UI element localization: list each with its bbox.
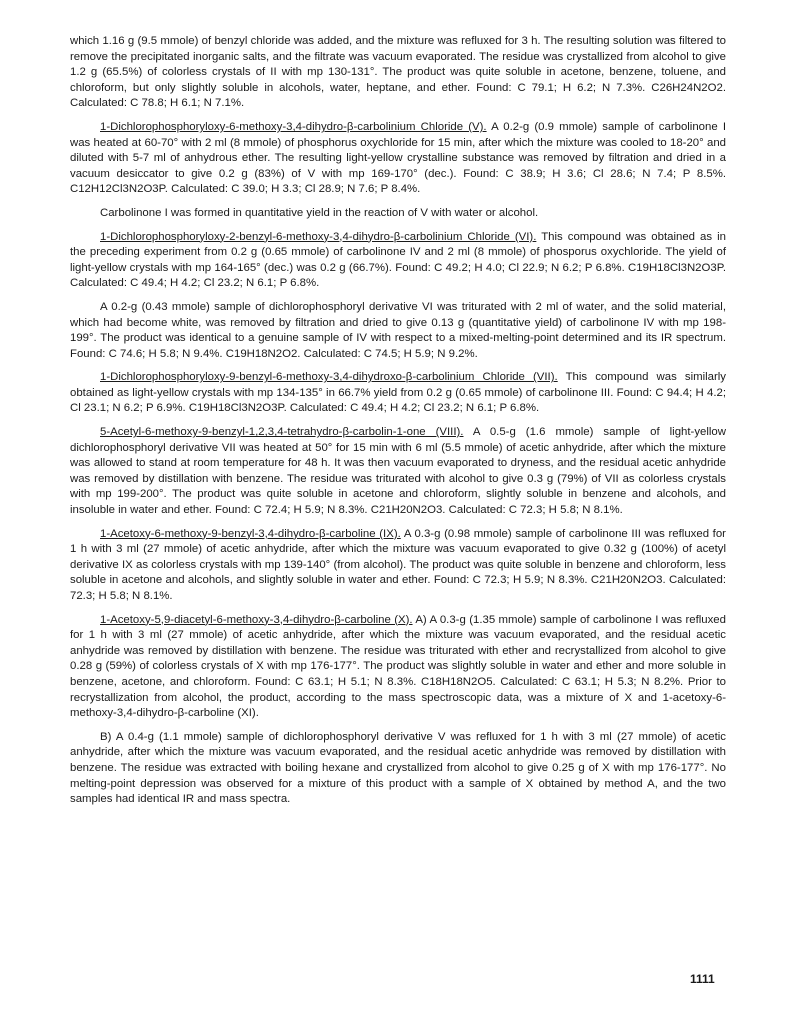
paragraph-compound-vi bbox=[70, 230, 726, 292]
paragraph-hydrolysis-vi bbox=[70, 300, 726, 362]
compound-heading: 1-Acetoxy-5,9-diacetyl-6-methoxy-3,4-dihydro-β-carboline (X). bbox=[100, 613, 413, 626]
paragraph-continuation bbox=[70, 34, 726, 112]
paragraph-text: This compound was similarly obtained as light-yellow crystals with mp 134-135° in 66.7% yield from 0.2 g (0.65 mmole) of carbolinone III. Found: C 94.4; H 4.2; Cl 23.1; N 6.2; P 6.9%. C19H18Cl3N2O3P. Calculated: C 49.4; H 4.2; Cl 23.2; N 6.1; P 6.8%. bbox=[70, 371, 726, 415]
page-number: 1111 bbox=[690, 972, 715, 986]
paragraph-text: Carbolinone I was formed in quantitative yield in the reaction of V with water or alcohol. bbox=[100, 206, 539, 219]
paragraph-compound-x bbox=[70, 613, 726, 722]
compound-heading: 1-Dichlorophosphoryloxy-2-benzyl-6-methoxy-3,4-dihydro-β-carbolinium Chloride (VI). bbox=[100, 230, 537, 243]
paragraph-text: B) A 0.4-g (1.1 mmole) sample of dichlorophosphoryl derivative V was refluxed for 1 h with 3 ml (27 mmole) of acetic anhydride, after which the mixture was vacuum evaporated, and the residual acetic anhydride was removed by distillation with benzene. The residue was extracted with boiling hexane and crystallized from alcohol to give 0.25 g of X with mp 176-177°. No melting-point depression was observed for a mixture of this product with a sample of X obtained by method A, and the two samples had identical IR and mass spectra. bbox=[70, 730, 726, 806]
paragraph-text: A) A 0.3-g (1.35 mmole) sample of carbolinone I was refluxed for 1 h with 3 ml (27 mmole) of acetic anhydride, after which the mixture was vacuum evaporated, and the residual acetic anhydride was removed by distillation with benzene. The residue was triturated with ether and recrystallized from alcohol to give 0.28 g (59%) of colorless crystals of X with mp 176-177°. The product was slightly soluble in water and ether and more soluble in benzene, acetone, and chloroform. Found: C 63.1; H 5.1; N 8.3%. C18H18N2O5. Calculated: C 63.1; H 5.3; N 8.2%. Prior to recrystallization from alcohol, the product, according to the mass spectroscopic data, was a mixture of X and 1-acetoxy-6-methoxy-3,4-dihydro-β-carboline (XI). bbox=[70, 613, 726, 720]
compound-heading: 1-Acetoxy-6-methoxy-9-benzyl-3,4-dihydro-β-carboline (IX). bbox=[100, 527, 401, 540]
compound-heading: 1-Dichlorophosphoryloxy-6-methoxy-3,4-dihydro-β-carbolinium Chloride (V). bbox=[100, 120, 487, 133]
paragraph-text: A 0.3-g (0.98 mmole) sample of carbolinone III was refluxed for 1 h with 3 ml (27 mmole) of acetic anhydride, after which the mixture was vacuum evaporated to give 0.32 g (100%) of acetyl derivative IX as colorless crystals with mp 139-140° (from alcohol). The product was quite soluble in benzene and chloroform, less soluble in acetone and alcohols, and slightly soluble in water and ether. Found: C 72.3; H 5.9; N 8.3%. C21H20N2O3. Calculated: 72.3; H 5.8; N 8.1%. bbox=[70, 527, 726, 602]
paragraph-compound-ix bbox=[70, 527, 726, 605]
paragraph-compound-v bbox=[70, 120, 726, 198]
paragraph-text: which 1.16 g (9.5 mmole) of benzyl chloride was added, and the mixture was refluxed for 3 h. The resulting solution was filtered to remove the precipitated inorganic salts, and the filtrate was vacuum evaporated. The residue was crystallized from alcohol to give 1.2 g (65.5%) of colorless crystals of II with mp 130-131°. The product was quite soluble in acetone, benzene, toluene, and chloroform, but only slightly soluble in alcohols, water, heptane, and ether. Found: C 79.1; H 6.2; N 7.3%. C26H24N2O2. Calculated: C 78.8; H 6.1; N 7.1%. bbox=[70, 35, 726, 110]
compound-heading: 5-Acetyl-6-methoxy-9-benzyl-1,2,3,4-tetrahydro-β-carbolin-1-one (VIII). bbox=[100, 426, 464, 439]
paragraph-text: A 0.2-g (0.9 mmole) sample of carbolinone I was heated at 60-70° with 2 ml (8 mmole) of phosphorus oxychloride for 15 min, after which the mixture was cooled to 18-20° and diluted with 5-7 ml of anhydrous ether. The resulting light-yellow crystalline substance was removed by filtration and dried in a vacuum desiccator to give 0.2 g (83%) of V with mp 169-170° (dec.). Found: C 38.9; H 3.6; Cl 28.6; N 7.4; P 8.5%. C12H12Cl3N2O3P. Calculated: C 39.0; H 3.3; Cl 28.9; N 7.6; P 8.4%. bbox=[70, 120, 726, 196]
paragraph-note bbox=[70, 206, 726, 222]
paragraph-text: A 0.5-g (1.6 mmole) sample of light-yellow dichlorophosphoryl derivative VII was heated at 50° for 15 min with 6 ml (5.5 mmole) of acetic anhydride, after which the mixture was allowed to stand at room temperature for 48 h. It was then vacuum evaporated to dryness, and the residual acetic anhydride was removed by distillation with benzene. The residue was triturated with alcohol to give 0.3 g (79%) of VII as colorless crystals with mp 199-200°. The product was quite soluble in acetone and chloroform, slightly soluble in benzene and alcohols, and insoluble in water and ether. Found: C 72.4; H 5.9; N 8.3%. C21H20N2O3. Calculated: C 72.3; H 5.8; N 8.1%. bbox=[70, 426, 726, 517]
body-text bbox=[70, 34, 726, 816]
compound-heading: 1-Dichlorophosphoryloxy-9-benzyl-6-methoxy-3,4-dihydroxo-β-carbolinium Chloride (VII). bbox=[100, 371, 558, 384]
paragraph-text: This compound was obtained as in the preceding experiment from 0.2 g (0.65 mmole) of carbolinone IV and 2 ml (8 mmole) of phosporus oxychloride. The yield of light-yellow crystals with mp 164-165° (dec.) was 0.2 g (66.7%). Found: C 49.2; H 4.0; Cl 22.9; N 6.2; P 6.8%. C19H18Cl3N2O3P. Calculated: C 49.4; H 4.2; Cl 23.2; N 6.1; P 6.8%. bbox=[70, 230, 726, 290]
paragraph-compound-vii bbox=[70, 370, 726, 417]
paragraph-method-b bbox=[70, 730, 726, 808]
paragraph-text: A 0.2-g (0.43 mmole) sample of dichlorophosphoryl derivative VI was triturated with 2 ml of water, and the solid material, which had become white, was removed by filtration and dried to give 0.13 g (quantitative yield) of carbolinone IV with mp 198-199°. The product was identical to a genuine sample of IV with respect to a mixed-melting-point determined and its IR spectrum. Found: C 74.6; H 5.8; N 9.4%. C19H18N2O2. Calculated: C 74.5; H 5.9; N 9.2%. bbox=[70, 300, 726, 360]
paragraph-compound-viii bbox=[70, 425, 726, 519]
